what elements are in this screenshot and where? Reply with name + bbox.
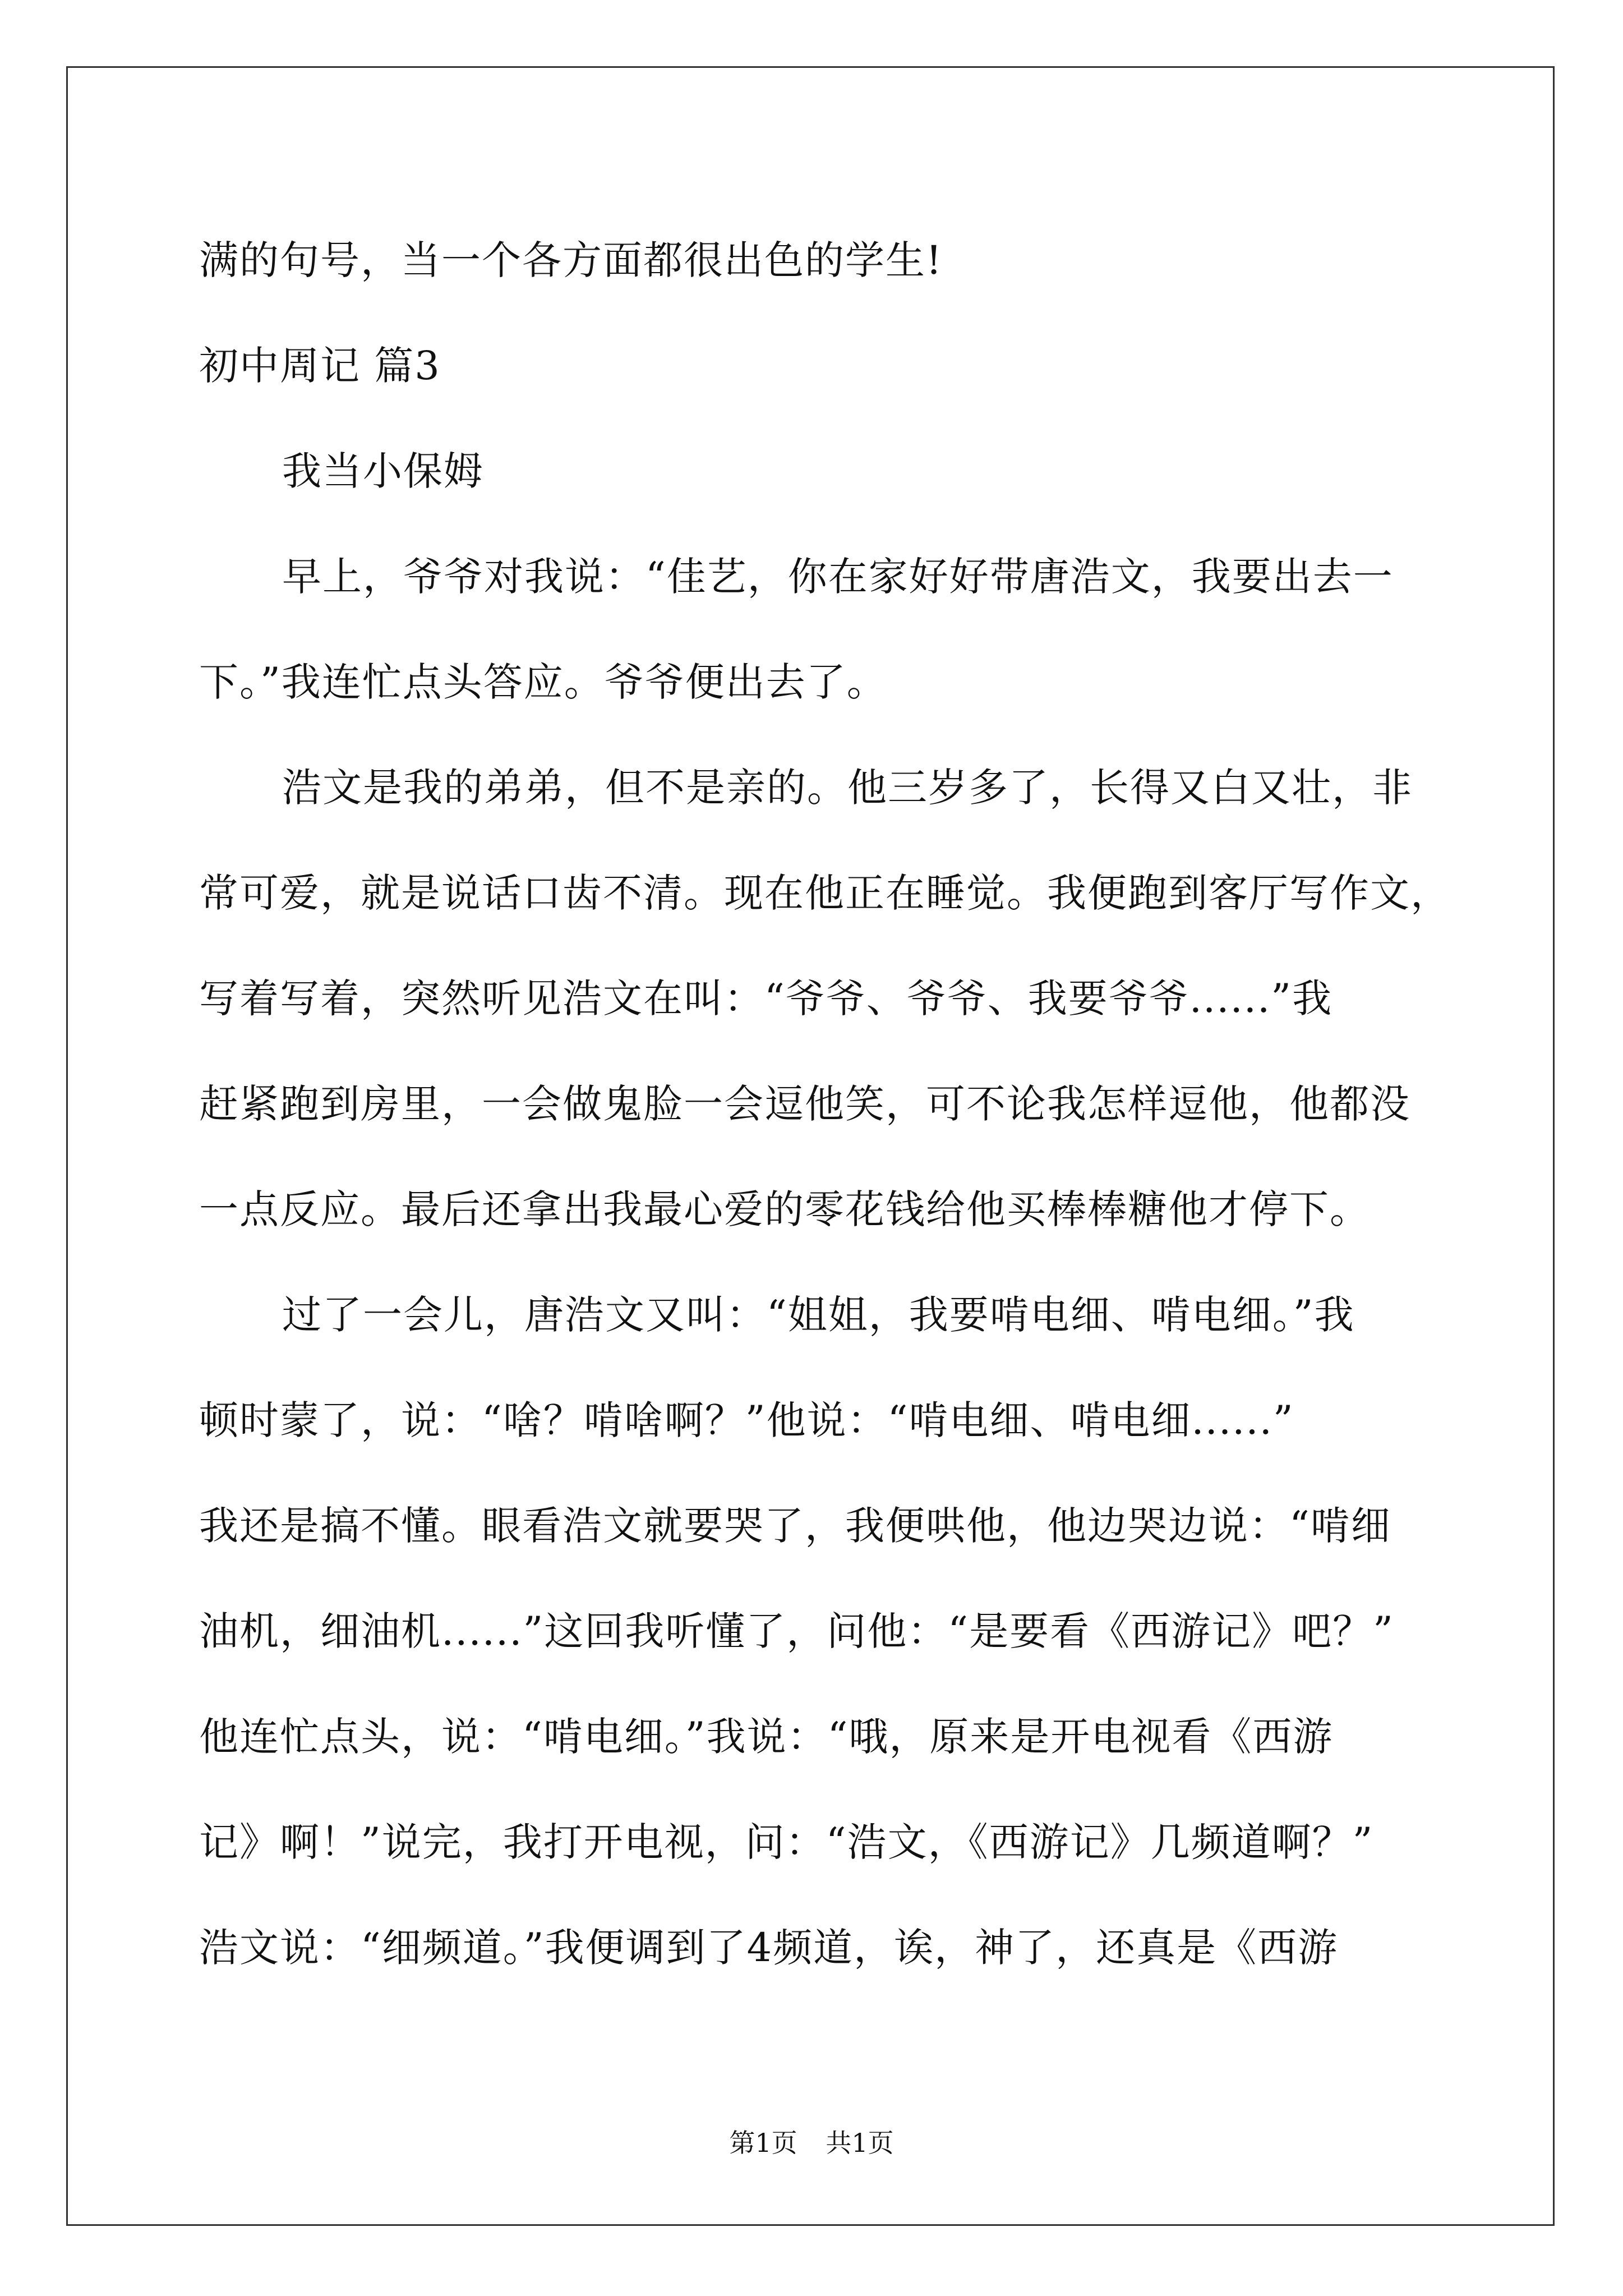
article-title: 我当小保姆 [282,448,484,494]
text-line: 顿时蒙了，说：“啥？啃啥啊？”他说：“啃电细、啃电细......” [199,1397,1294,1443]
section-heading: 初中周记 篇3 [199,343,441,389]
document-body [199,208,1461,2000]
text-line: 浩文说：“细频道。”我便调到了4频道，诶，神了，还真是《西游 [199,1925,1339,1971]
page-number-total: 共1页 [826,2128,894,2158]
text-line: 常可爱，就是说话口齿不清。现在他正在睡觉。我便跑到客厅写作文， [199,870,1451,916]
text-line: 过了一会儿，唐浩文又叫：“姐姐，我要啃电细、啃电细。”我 [282,1292,1355,1338]
text-line: 一点反应。最后还拿出我最心爱的零花钱给他买棒棒糖他才停下。 [199,1186,1370,1232]
page-footer [0,2126,1623,2160]
text-line: 早上，爷爷对我说：“佳艺，你在家好好带唐浩文，我要出去一 [282,554,1394,600]
text-line: 浩文是我的弟弟，但不是亲的。他三岁多了，长得又白又壮，非 [282,765,1413,811]
text-line: 我还是搞不懂。眼看浩文就要哭了，我便哄他，他边哭边说：“啃细 [199,1503,1391,1549]
text-line: 记》啊！”说完，我打开电视，问：“浩文，《西游记》几频道啊？” [199,1819,1374,1865]
text-line: 满的句号，当一个各方面都很出色的学生! [199,237,943,283]
text-line: 赶紧跑到房里，一会做鬼脸一会逗他笑，可不论我怎样逗他，他都没 [199,1081,1410,1127]
text-line: 油机，细油机......”这回我听懂了，问他：“是要看《西游记》吧？” [199,1608,1394,1654]
page-number-current: 第1页 [729,2128,797,2158]
text-line: 他连忙点头，说：“啃电细。”我说：“哦，原来是开电视看《西游 [199,1714,1334,1760]
text-line: 下。”我连忙点头答应。爷爷便出去了。 [199,659,887,705]
text-line: 写着写着，突然听见浩文在叫：“爷爷、爷爷、我要爷爷......”我 [199,976,1333,1022]
